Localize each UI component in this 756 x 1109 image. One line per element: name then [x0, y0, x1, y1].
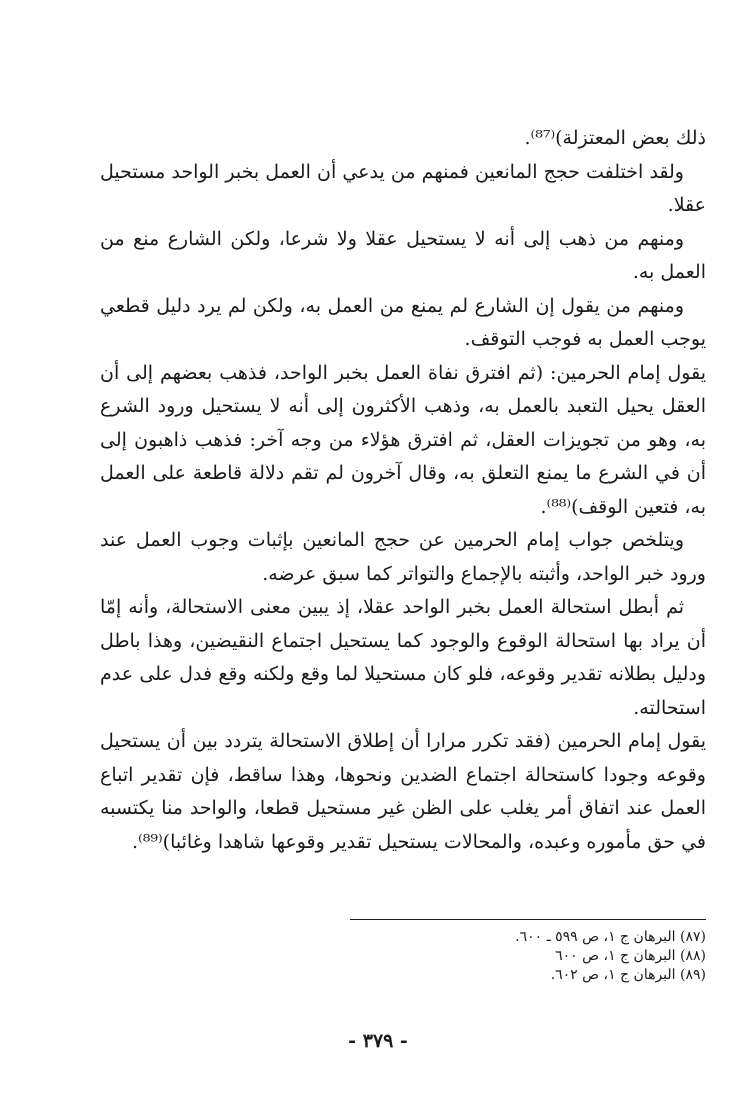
- footnote-89: (٨٩) البرهان ج ١، ص ٦٠٢.: [550, 967, 706, 983]
- paragraph: ومنهم من يقول إن الشارع لم يمنع من العمل به، ولكن لم يرد دليل قطعي يوجب العمل به فوجب التوقف.: [100, 294, 706, 350]
- paragraph: ثم أبطل استحالة العمل بخبر الواحد عقلا، إذ يبين معنى الاستحالة، وأنه إمّا أن يراد بها استحالة الوقوع والوجود كما يستحيل اجتماع النقيضين، وهذا باطل ودليل بطلانه تقدير وقوعه، فلو كان مستحيلا لما وقع ولكنه وقع فدل على عدم استحالته.: [100, 596, 706, 719]
- footnote-87: (٨٧) البرهان ج ١، ص ٥٩٩ ـ ٦٠٠.: [515, 929, 706, 945]
- paragraph: ولقد اختلفت حجج المانعين فمنهم من يدعي أن العمل بخبر الواحد مستحيل عقلا.: [100, 160, 706, 216]
- footnote-88: (٨٨) البرهان ج ١، ص ٦٠٠: [555, 948, 706, 964]
- paragraph: ومنهم من ذهب إلى أنه لا يستحيل عقلا ولا شرعا، ولكن الشارع منع من العمل به.: [100, 227, 706, 283]
- page-number: - ٣٧٩ -: [348, 1030, 408, 1052]
- paragraph: ويتلخص جواب إمام الحرمين عن حجج المانعين بإثبات وجوب العمل عند ورود خبر الواحد، وأثبته بالإجماع والتواتر كما سبق عرضه.: [100, 529, 706, 585]
- footnotes: [350, 928, 706, 985]
- paragraph: يقول إمام الحرمين (فقد تكرر مرارا أن إطلاق الاستحالة يتردد بين أن يستحيل وقوعه وجودا كاستحالة اجتماع الضدين ونحوها، وهذا ساقط، فإن تقدير اتباع العمل عند اتفاق أمر يغلب على الظن غير مستحيل قطعا، والواحد منا يكتسبه في حق مأموره وعبده، والمحالات يستحيل تقدير وقوعها شاهدا وغائبا)⁽⁸⁹⁾.: [100, 730, 706, 853]
- footnote-divider: [350, 919, 706, 920]
- paragraph-continuation: ذلك بعض المعتزلة)⁽⁸⁷⁾.: [524, 127, 706, 149]
- main-text: [100, 122, 706, 859]
- paragraph: يقول إمام الحرمين: (ثم افترق نفاة العمل بخبر الواحد، فذهب بعضهم إلى أن العقل يحيل التعبد بالعمل به، وذهب الأكثرون إلى أنه لا يستحيل ورود الشرع به، وهو من تجويزات العقل، ثم افترق هؤلاء من وجه آخر: فذهب ذاهبون إلى أن في الشرع ما يمنع التعلق به، وقال آخرون لم تقم دلالة قاطعة على العمل به، فتعين الوقف)⁽⁸⁸⁾.: [100, 361, 706, 518]
